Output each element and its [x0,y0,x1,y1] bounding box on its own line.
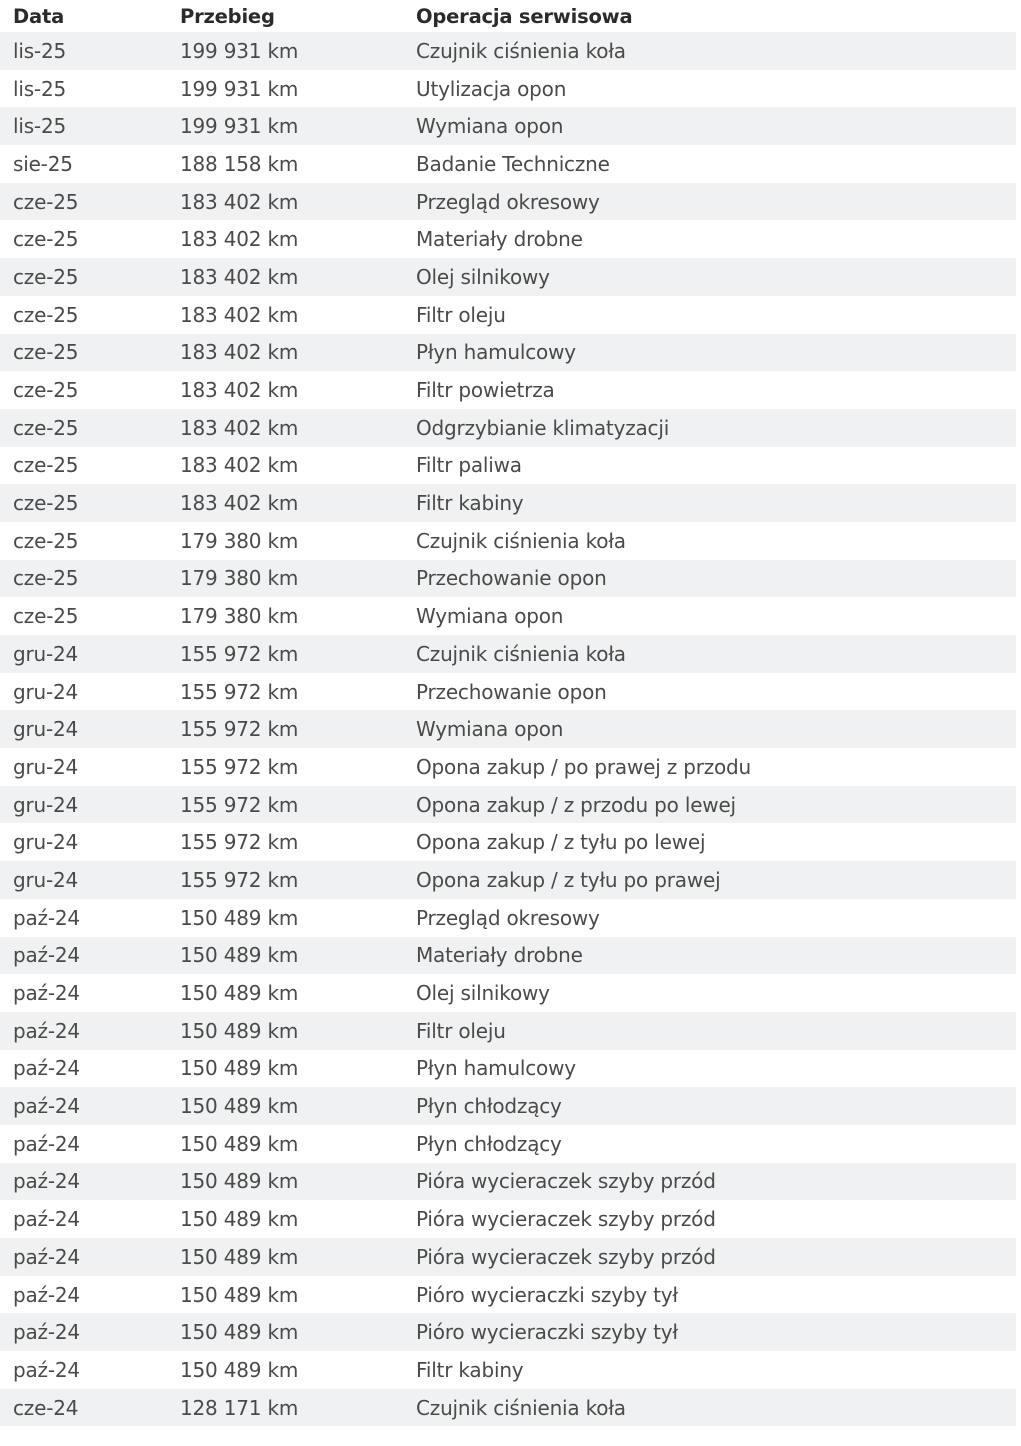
row-operation: Wymiana opon [416,114,564,139]
table-row [0,1125,1016,1163]
row-operation: Czujnik ciśnienia koła [416,38,626,63]
row-operation: Pióro wycieraczki szyby tył [416,1282,678,1307]
table-row [0,1351,1016,1389]
row-date: cze-25 [13,302,79,327]
row-operation: Filtr powietrza [416,378,555,403]
table-row [0,937,1016,975]
row-mileage: 183 402 km [180,378,299,403]
row-date: gru-24 [13,792,79,817]
row-date: paź-24 [13,1207,80,1232]
row-mileage: 150 489 km [180,1244,299,1269]
row-date: cze-25 [13,227,79,252]
row-date: paź-24 [13,1169,80,1194]
row-mileage: 183 402 km [180,340,299,365]
table-row [0,258,1016,296]
row-date: cze-25 [13,491,79,516]
row-mileage: 155 972 km [180,754,299,779]
row-mileage: 199 931 km [180,114,299,139]
row-mileage: 199 931 km [180,38,299,63]
row-date: paź-24 [13,943,80,968]
row-operation: Czujnik ciśnienia koła [416,641,626,666]
row-operation: Opona zakup / z tyłu po lewej [416,830,706,855]
table-row [0,899,1016,937]
table-row [0,974,1016,1012]
row-operation: Olej silnikowy [416,981,550,1006]
row-mileage: 150 489 km [180,1282,299,1307]
row-date: lis-25 [13,76,66,101]
table-row [0,597,1016,635]
table-row [0,107,1016,145]
row-operation: Przechowanie opon [416,679,607,704]
table-row [0,447,1016,485]
row-mileage: 150 489 km [180,943,299,968]
row-operation: Wymiana opon [416,717,564,742]
table-row [0,823,1016,861]
table-row [0,560,1016,598]
table-row [0,710,1016,748]
row-mileage: 179 380 km [180,566,299,591]
row-mileage: 183 402 km [180,227,299,252]
row-operation: Czujnik ciśnienia koła [416,528,626,553]
row-date: paź-24 [13,905,80,930]
row-mileage: 128 171 km [180,1395,299,1420]
row-operation: Materiały drobne [416,943,583,968]
row-operation: Materiały drobne [416,227,583,252]
table-row [0,1050,1016,1088]
table-row [0,32,1016,70]
row-operation: Filtr paliwa [416,453,522,478]
table-row [0,1087,1016,1125]
row-mileage: 183 402 km [180,415,299,440]
table-row [0,861,1016,899]
row-mileage: 155 972 km [180,792,299,817]
row-operation: Czujnik ciśnienia koła [416,1395,626,1420]
row-date: paź-24 [13,1282,80,1307]
row-mileage: 150 489 km [180,1169,299,1194]
row-operation: Pióra wycieraczek szyby przód [416,1244,716,1269]
row-date: gru-24 [13,830,79,855]
row-date: cze-25 [13,528,79,553]
row-operation: Opona zakup / z przodu po lewej [416,792,736,817]
row-operation: Filtr oleju [416,1018,506,1043]
row-date: cze-25 [13,453,79,478]
row-mileage: 150 489 km [180,1018,299,1043]
table-row [0,296,1016,334]
header-date: Data [13,4,65,28]
row-date: gru-24 [13,679,79,704]
table-row [0,70,1016,108]
table-row [0,1163,1016,1201]
row-mileage: 150 489 km [180,1056,299,1081]
row-date: cze-25 [13,566,79,591]
row-date: cze-25 [13,340,79,365]
row-date: cze-24 [13,1395,79,1420]
row-mileage: 188 158 km [180,151,299,176]
row-date: lis-25 [13,38,66,63]
row-operation: Pióra wycieraczek szyby przód [416,1207,716,1232]
row-date: cze-25 [13,604,79,629]
row-operation: Utylizacja opon [416,76,567,101]
row-operation: Filtr kabiny [416,1357,524,1382]
row-date: lis-25 [13,114,66,139]
row-operation: Badanie Techniczne [416,151,610,176]
row-date: sie-25 [13,151,73,176]
table-row [0,145,1016,183]
row-date: cze-25 [13,189,79,214]
row-operation: Odgrzybianie klimatyzacji [416,415,670,440]
row-operation: Olej silnikowy [416,264,550,289]
row-mileage: 150 489 km [180,905,299,930]
row-date: cze-25 [13,415,79,440]
row-mileage: 183 402 km [180,453,299,478]
row-date: cze-25 [13,378,79,403]
row-date: paź-24 [13,1244,80,1269]
row-operation: Płyn chłodzący [416,1131,562,1156]
row-mileage: 150 489 km [180,1207,299,1232]
row-mileage: 179 380 km [180,604,299,629]
row-date: paź-24 [13,1018,80,1043]
row-operation: Filtr kabiny [416,491,524,516]
right-edge-divider [1016,0,1021,1440]
table-row [0,786,1016,824]
table-row [0,1200,1016,1238]
table-row [0,183,1016,221]
row-mileage: 199 931 km [180,76,299,101]
row-mileage: 183 402 km [180,264,299,289]
row-operation: Pióra wycieraczek szyby przód [416,1169,716,1194]
table-row [0,334,1016,372]
row-date: paź-24 [13,1094,80,1119]
table-row [0,748,1016,786]
table-row [0,1012,1016,1050]
row-operation: Przegląd okresowy [416,189,600,214]
row-mileage: 183 402 km [180,189,299,214]
row-date: paź-24 [13,1056,80,1081]
table-row [0,673,1016,711]
row-operation: Pióro wycieraczki szyby tył [416,1320,678,1345]
row-date: paź-24 [13,1131,80,1156]
row-date: paź-24 [13,1320,80,1345]
row-operation: Przegląd okresowy [416,905,600,930]
row-date: paź-24 [13,981,80,1006]
table-row [0,635,1016,673]
row-mileage: 150 489 km [180,1094,299,1119]
header-operation: Operacja serwisowa [416,4,633,28]
table-row [0,1313,1016,1351]
table-row [0,522,1016,560]
row-mileage: 155 972 km [180,679,299,704]
header-mileage: Przebieg [180,4,275,28]
table-row [0,371,1016,409]
table-body [0,32,1016,1426]
row-operation: Opona zakup / po prawej z przodu [416,754,752,779]
row-mileage: 150 489 km [180,1131,299,1156]
row-date: gru-24 [13,754,79,779]
row-date: paź-24 [13,1357,80,1382]
table-row [0,1238,1016,1276]
row-mileage: 155 972 km [180,717,299,742]
row-date: gru-24 [13,717,79,742]
table-header-row [0,0,1016,32]
row-operation: Wymiana opon [416,604,564,629]
row-date: gru-24 [13,867,79,892]
table-row [0,220,1016,258]
row-date: gru-24 [13,641,79,666]
table-row [0,409,1016,447]
row-mileage: 155 972 km [180,641,299,666]
row-mileage: 183 402 km [180,302,299,327]
row-mileage: 155 972 km [180,830,299,855]
row-operation: Płyn hamulcowy [416,340,576,365]
row-operation: Płyn hamulcowy [416,1056,576,1081]
table-row [0,1389,1016,1427]
table-row [0,1276,1016,1314]
row-mileage: 150 489 km [180,1357,299,1382]
row-mileage: 155 972 km [180,867,299,892]
row-operation: Filtr oleju [416,302,506,327]
row-date: cze-25 [13,264,79,289]
row-operation: Opona zakup / z tyłu po prawej [416,867,721,892]
table-row [0,484,1016,522]
row-mileage: 179 380 km [180,528,299,553]
row-mileage: 183 402 km [180,491,299,516]
row-mileage: 150 489 km [180,981,299,1006]
row-mileage: 150 489 km [180,1320,299,1345]
row-operation: Przechowanie opon [416,566,607,591]
table-row-partial [0,1426,1016,1446]
row-operation: Płyn chłodzący [416,1094,562,1119]
